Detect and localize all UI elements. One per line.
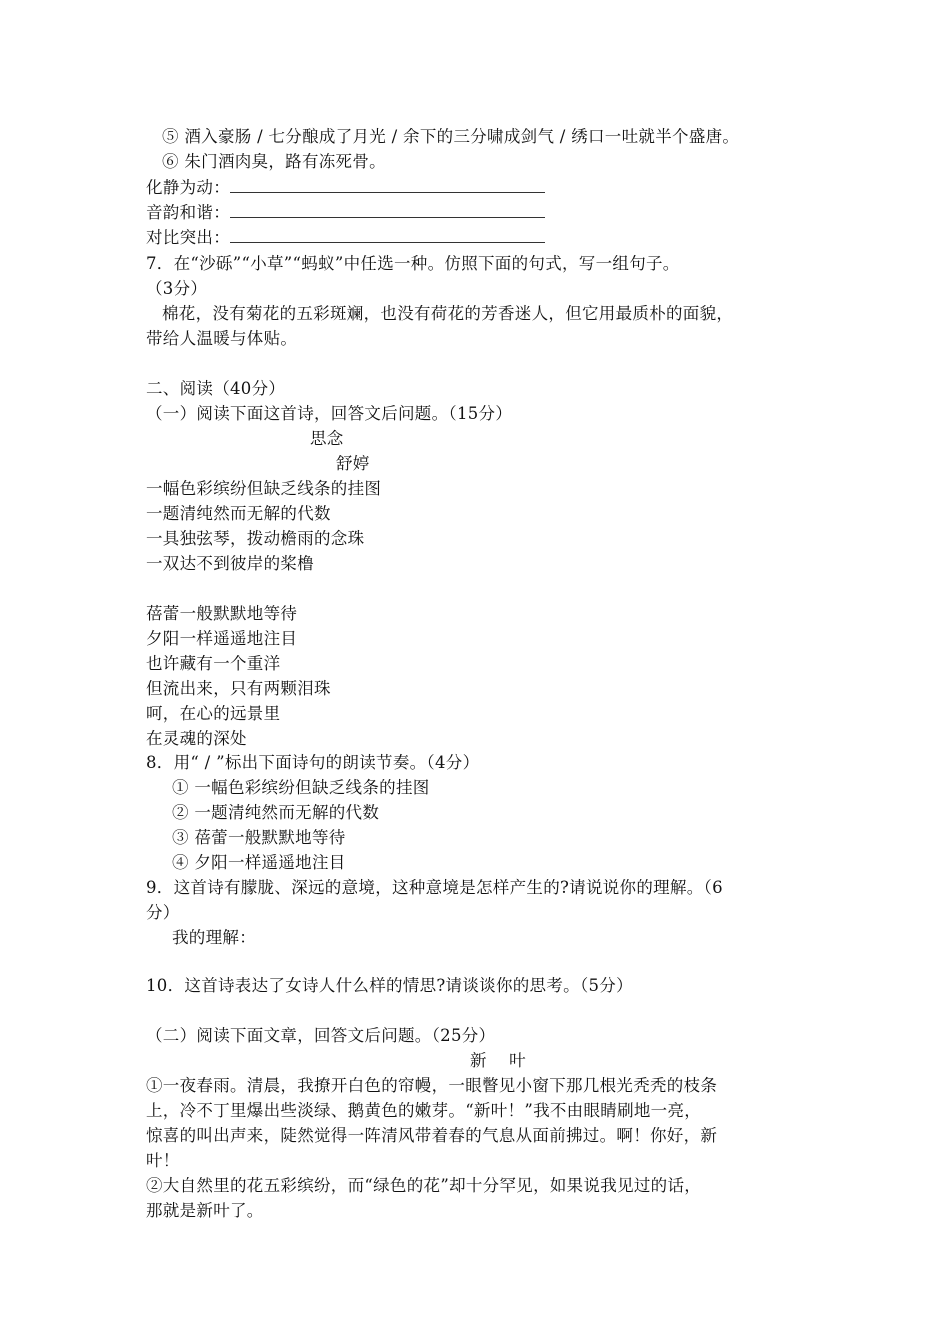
- answer-blank-line-3[interactable]: [230, 226, 545, 243]
- poem-line: 但流出来，只有两颗泪珠: [146, 679, 331, 698]
- part2-title: （二）阅读下面文章，回答文后问题。（25分）: [146, 1026, 496, 1045]
- poem-title: 思念: [310, 429, 344, 448]
- q7-prompt-line-1: 7．在“沙砾”“小草”“蚂蚁”中任选一种。仿照下面的句式，写一组句子。: [146, 254, 680, 273]
- q8-item: ④ 夕阳一样遥遥地注目: [172, 853, 346, 872]
- q7-prompt-line-2: （3分）: [146, 279, 208, 298]
- q7-example-line-2: 带给人温暖与体贴。: [146, 329, 298, 348]
- essay-title: 新 叶: [470, 1051, 526, 1070]
- q7-example-line-1: 棉花，没有菊花的五彩斑斓，也没有荷花的芳香迷人，但它用最质朴的面貌，: [162, 304, 734, 323]
- part1-title: （一）阅读下面这首诗，回答文后问题。（15分）: [146, 404, 513, 423]
- poem-line: 在灵魂的深处: [146, 729, 247, 748]
- q6-blank-row-3: [146, 225, 545, 250]
- section-title: 二、阅读（40分）: [146, 379, 286, 398]
- essay-paragraph-1-line-3: 惊喜的叫出声来，陡然觉得一阵清风带着春的气息从面前拂过。啊！你好，新: [146, 1126, 718, 1145]
- poem-author: 舒婷: [336, 454, 370, 473]
- poem-line: 一双达不到彼岸的桨橹: [146, 554, 314, 573]
- q6-item-6: ⑥ 朱门酒肉臭，路有冻死骨。: [162, 152, 386, 171]
- poem-line: 一幅色彩缤纷但缺乏线条的挂图: [146, 479, 382, 498]
- answer-blank-line-1[interactable]: [230, 176, 545, 193]
- q9-prompt-line-1: 9．这首诗有朦胧、深远的意境，这种意境是怎样产生的?请说说你的理解。（6: [146, 878, 723, 897]
- q6-blank-row-2: [146, 200, 545, 225]
- essay-paragraph-1-line-2: 上，冷不丁里爆出些淡绿、鹅黄色的嫩芽。“新叶！”我不由眼睛刷地一亮，: [146, 1101, 702, 1120]
- poem-line: 蓓蕾一般默默地等待: [146, 604, 298, 623]
- essay-paragraph-1-line-4: 叶！: [146, 1151, 180, 1170]
- q9-answer-label: 我的理解：: [172, 928, 256, 947]
- answer-blank-line-2[interactable]: [230, 201, 545, 218]
- q6-blank-label-2: 音韵和谐：: [146, 203, 230, 222]
- q8-item: ② 一题清纯然而无解的代数: [172, 803, 380, 822]
- q6-item-5: ⑤ 酒入豪肠 / 七分酿成了月光 / 余下的三分啸成剑气 / 绣口一吐就半个盛唐。: [162, 127, 740, 146]
- q6-blank-label-1: 化静为动：: [146, 178, 230, 197]
- q6-blank-row-1: [146, 175, 545, 200]
- poem-line: 一题清纯然而无解的代数: [146, 504, 331, 523]
- poem-line: 一具独弦琴，拨动檐雨的念珠: [146, 529, 365, 548]
- q10-prompt: 10．这首诗表达了女诗人什么样的情思?请谈谈你的思考。（5分）: [146, 976, 633, 995]
- poem-line: 呵，在心的远景里: [146, 704, 281, 723]
- q8-item: ③ 蓓蕾一般默默地等待: [172, 828, 346, 847]
- essay-paragraph-2-line-1: ②大自然里的花五彩缤纷，而“绿色的花”却十分罕见，如果说我见过的话，: [146, 1176, 702, 1195]
- poem-line: 也许藏有一个重洋: [146, 654, 281, 673]
- essay-paragraph-2-line-2: 那就是新叶了。: [146, 1201, 264, 1220]
- q8-prompt: 8．用“ / ”标出下面诗句的朗读节奏。（4分）: [146, 753, 480, 772]
- q6-blank-label-3: 对比突出：: [146, 228, 230, 247]
- poem-line: 夕阳一样遥遥地注目: [146, 629, 298, 648]
- essay-paragraph-1-line-1: ①一夜春雨。清晨，我撩开白色的帘幔，一眼瞥见小窗下那几根光秃秃的枝条: [146, 1076, 718, 1095]
- q9-prompt-line-2: 分）: [146, 903, 180, 922]
- q8-item: ① 一幅色彩缤纷但缺乏线条的挂图: [172, 778, 430, 797]
